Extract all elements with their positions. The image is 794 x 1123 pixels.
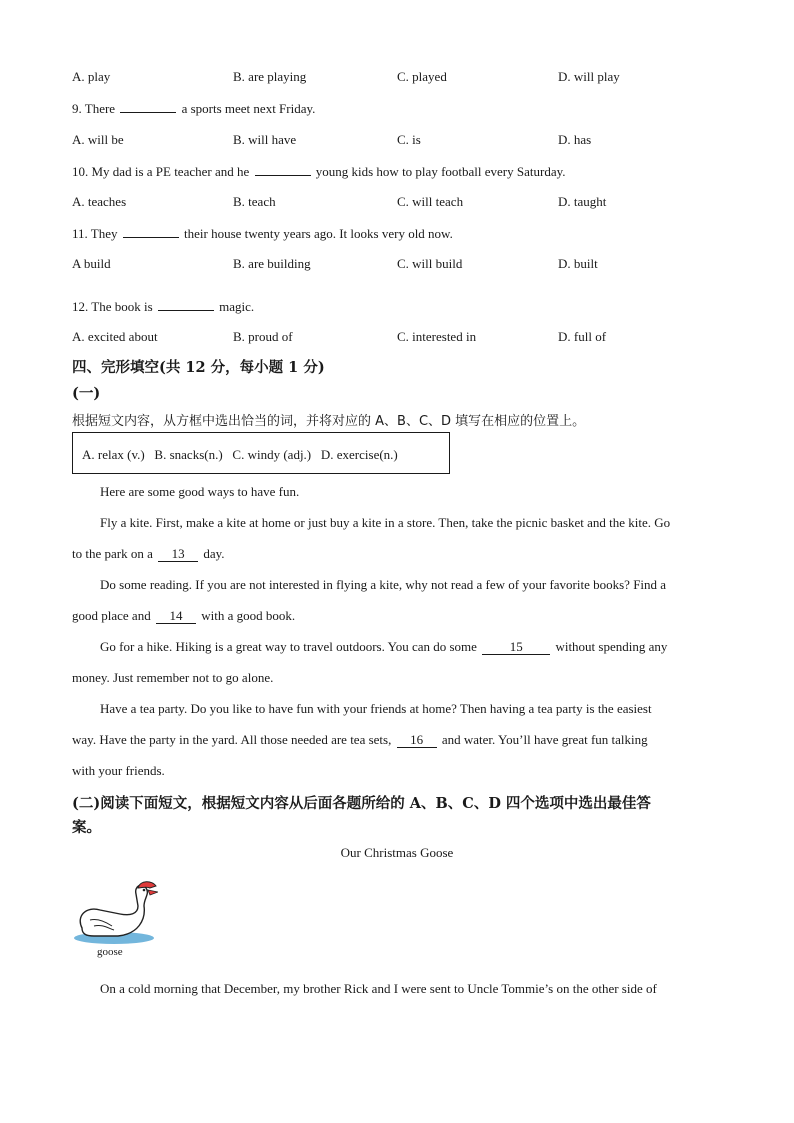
q11-option-b: B. are building bbox=[233, 256, 311, 271]
section-4-heading: 四、完形填空(共 12 分，每小题 1 分) bbox=[72, 359, 325, 376]
passage-text: way. Have the party in the yard. All those needed are tea sets, bbox=[72, 732, 392, 747]
question-12 bbox=[72, 298, 254, 315]
q8-option-b: B. are playing bbox=[233, 69, 307, 84]
passage-text: Here are some good ways to have fun. bbox=[100, 484, 300, 499]
q9-option-c: C. is bbox=[397, 132, 421, 147]
blank-14: 14 bbox=[156, 609, 196, 624]
q9-option-a: A. will be bbox=[72, 132, 124, 147]
goose-caption: goose bbox=[97, 946, 123, 958]
q12-option-d: D. full of bbox=[558, 329, 607, 344]
q11-answer-blank bbox=[123, 225, 179, 238]
passage-text: good place and bbox=[72, 608, 151, 623]
question-9 bbox=[72, 100, 315, 117]
q9-option-b: B. will have bbox=[233, 132, 297, 147]
passage-text: with a good book. bbox=[201, 608, 296, 623]
word-choices: A. relax (v.) B. snacks(n.) C. windy (adj.) D. exercise(n.) bbox=[82, 447, 398, 462]
q12-stem-after: magic. bbox=[219, 299, 255, 314]
q11-option-c: C. will build bbox=[397, 256, 463, 271]
q8-option-a: A. play bbox=[72, 69, 111, 84]
passage-text: day. bbox=[203, 546, 225, 561]
q9-stem-before: 9. There bbox=[72, 101, 116, 116]
passage-text: with your friends. bbox=[72, 763, 165, 778]
passage-text: Have a tea party. Do you like to have fun with your friends at home? Then having a tea party is the easiest bbox=[100, 701, 652, 716]
passage-text: without spending any bbox=[555, 639, 668, 654]
q12-option-b: B. proud of bbox=[233, 329, 293, 344]
q8-option-c: C. played bbox=[397, 69, 447, 84]
part-1-instruction: 根据短文内容，从方框中选出恰当的词，并将对应的 A、B、C、D 填写在相应的位置上。 bbox=[72, 414, 586, 429]
passage-paragraph-5 bbox=[72, 693, 722, 786]
question-11 bbox=[72, 225, 453, 242]
passage-text: to the park on a bbox=[72, 546, 153, 561]
cloze-passage bbox=[72, 476, 722, 786]
passage-text: Fly a kite. First, make a kite at home or just buy a kite in a store. Then, take the picnic basket and the kite. Go bbox=[100, 515, 671, 530]
goose-illustration bbox=[72, 876, 158, 948]
q10-option-b: B. teach bbox=[233, 194, 276, 209]
word-choice-box bbox=[72, 432, 450, 474]
blank-13: 13 bbox=[158, 547, 198, 562]
passage-paragraph-2 bbox=[72, 507, 722, 569]
q10-option-a: A. teaches bbox=[72, 194, 127, 209]
blank-16: 16 bbox=[397, 733, 437, 748]
q11-option-a: A build bbox=[72, 256, 111, 271]
part-2-heading-line-1: (二)阅读下面短文，根据短文内容从后面各题所给的 A、B、C、D 四个选项中选出最佳答 bbox=[72, 795, 651, 812]
blank-15: 15 bbox=[482, 640, 550, 655]
q10-option-d: D. taught bbox=[558, 194, 607, 209]
q10-stem-after: young kids how to play football every Saturday. bbox=[315, 164, 566, 179]
passage-paragraph-4 bbox=[72, 631, 722, 693]
story-title: Our Christmas Goose bbox=[340, 845, 454, 860]
part-2-heading-line-2: 案。 bbox=[72, 819, 101, 836]
story-paragraph-1 bbox=[72, 973, 722, 1004]
q12-stem-before: 12. The book is bbox=[72, 299, 153, 314]
part-1-label: (一) bbox=[72, 385, 101, 402]
q9-answer-blank bbox=[120, 100, 176, 113]
passage-text: Do some reading. If you are not interested in flying a kite, why not read a few of your favorite books? Find a bbox=[100, 577, 667, 592]
q10-stem-before: 10. My dad is a PE teacher and he bbox=[72, 164, 250, 179]
q10-option-c: C. will teach bbox=[397, 194, 464, 209]
story-text: On a cold morning that December, my brother Rick and I were sent to Uncle Tommie’s on the other side of bbox=[100, 981, 657, 996]
passage-paragraph-3 bbox=[72, 569, 722, 631]
question-10 bbox=[72, 163, 566, 180]
q12-option-c: C. interested in bbox=[397, 329, 477, 344]
passage-text: and water. You’ll have great fun talking bbox=[441, 732, 648, 747]
passage-paragraph-1 bbox=[72, 476, 722, 507]
q12-option-a: A. excited about bbox=[72, 329, 158, 344]
q11-stem-after: their house twenty years ago. It looks very old now. bbox=[184, 226, 453, 241]
passage-text: money. Just remember not to go alone. bbox=[72, 670, 274, 685]
q9-option-d: D. has bbox=[558, 132, 592, 147]
q8-option-d: D. will play bbox=[558, 69, 620, 84]
q10-answer-blank bbox=[255, 163, 311, 176]
q9-stem-after: a sports meet next Friday. bbox=[181, 101, 316, 116]
q11-stem-before: 11. They bbox=[72, 226, 118, 241]
q12-answer-blank bbox=[158, 298, 214, 311]
passage-text: Go for a hike. Hiking is a great way to travel outdoors. You can do some bbox=[100, 639, 477, 654]
q11-option-d: D. built bbox=[558, 256, 598, 271]
